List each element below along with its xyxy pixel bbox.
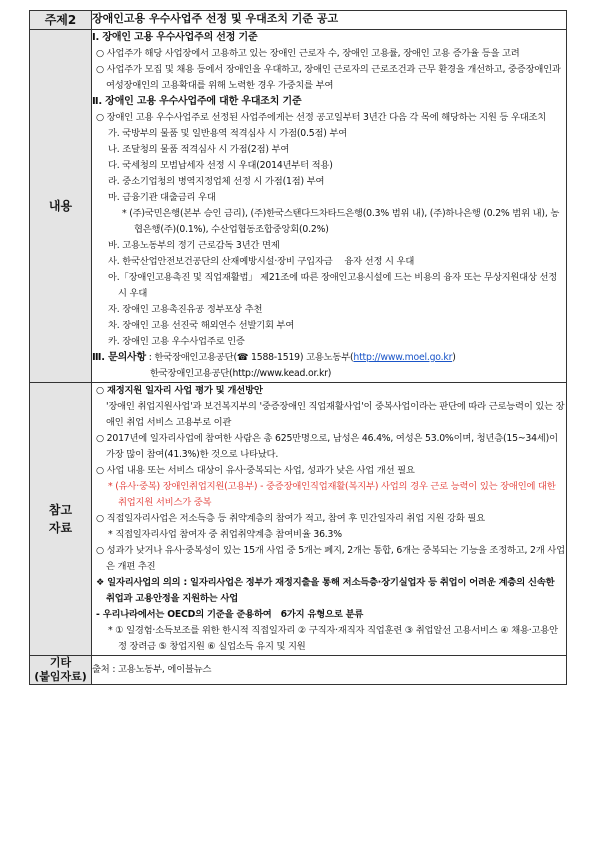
- content-label: 내용: [30, 30, 92, 383]
- section-2-intro: ○ 장애인 고용 우수사업주로 선정된 사업주에게는 선정 공고일부터 3년간 다음 각 목에 해당하는 지원 등 우대조치: [96, 112, 547, 123]
- etc-label: 기타 (붙임자료): [30, 656, 92, 685]
- benefit-item: 바. 고용노동부의 정기 근로감독 3년간 면제: [108, 240, 280, 251]
- inquiry-label: Ⅲ. 문의사항: [92, 352, 146, 363]
- reference-item: '장애인 취업지원사업'과 보건복지부의 '중증장애인 직업재활사업'이 중복사업이라는 판단에 따라 근로능력이 있는 장애인 취업 서비스 고용부로 이관: [106, 401, 565, 428]
- benefit-item: 아.「장애인고용촉진 및 직업재활법」 제21조에 따른 장애인고용시설에 드는 비용의 융자 또는 무상지원대상 선정 시 우대: [108, 272, 558, 299]
- benefit-item: 자. 장애인 고용촉진유공 정부포상 추천: [108, 304, 263, 315]
- section-1-item: ○ 사업주가 모집 및 채용 등에서 장애인을 우대하고, 장애인 근로자의 근로조건과 근무 환경을 개선하고, 중증장애인과 여성장애인의 고용확대를 위해 노력한 경우 가중치를 부여: [96, 64, 561, 91]
- reference-row: [30, 383, 567, 656]
- section-2-heading: Ⅱ. 장애인 고용 우수사업주에 대한 우대조치 기준: [92, 96, 302, 107]
- topic-title: 장애인고용 우수사업주 선정 및 우대조치 기준 공고: [92, 11, 567, 30]
- etc-row: [30, 656, 567, 685]
- benefit-item: 카. 장애인 고용 우수사업주로 인증: [108, 336, 245, 347]
- topic-row: [30, 11, 567, 30]
- job-program-definition: ❖ 일자리사업의 의의 : 일자리사업은 정부가 재정지출을 통해 저소득층·장기실업자 등 취업이 어려운 계층의 신속한 취업과 고용안정을 지원하는 사업: [96, 577, 555, 604]
- reference-heading: ○ 재정지원 일자리 사업 평가 및 개선방안: [96, 385, 263, 396]
- etc-body: 출처 : 고용노동부, 에이블뉴스: [92, 656, 567, 685]
- reference-body: [92, 383, 567, 656]
- reference-item: ○ 성과가 낮거나 유사·중복성이 있는 15개 사업 중 5개는 폐지, 2개는 통합, 6개는 중복되는 기능을 조정하고, 2개 사업은 개편 추진: [96, 545, 565, 572]
- inquiry-text: : 한국장애인고용공단(☎ 1588-1519) 고용노동부(: [145, 352, 354, 363]
- document-table: [29, 10, 567, 685]
- reference-note: * 직접일자리사업 참여자 중 취업취약계층 참여비율 36.3%: [108, 529, 342, 540]
- content-row: [30, 30, 567, 383]
- inquiry-line: [92, 350, 566, 366]
- section-1-item: ○ 사업주가 해당 사업장에서 고용하고 있는 장애인 근로자 수, 장애인 고용률, 장애인 고용 증가율 등을 고려: [96, 48, 520, 59]
- reference-item: ○ 2017년에 일자리사업에 참여한 사람은 총 625만명으로, 남성은 46.4%, 여성은 53.0%이며, 청년층(15~34세)이 가장 많이 참여(41.3%)한 것으로 나타났다.: [96, 433, 558, 460]
- reference-note-red: * (유사·중복) 장애인취업지원(고용부) - 중증장애인직업재활(복지부) 사업의 경우 근로 능력이 있는 장애인에 대한 취업지원 서비스가 중복: [108, 481, 556, 508]
- topic-label: 주제2: [30, 11, 92, 30]
- reference-item: ○ 사업 내용 또는 서비스 대상이 유사·중복되는 사업, 성과가 낮은 사업 개선 필요: [96, 465, 415, 476]
- section-1-heading: Ⅰ. 장애인 고용 우수사업주의 선정 기준: [92, 32, 258, 43]
- moel-link[interactable]: http://www.moel.go.kr: [353, 352, 453, 363]
- benefit-item: 차. 장애인 고용 선진국 해외연수 선발기회 부여: [108, 320, 295, 331]
- benefit-item: 가. 국방부의 물품 및 일반용역 적격심사 시 가점(0.5점) 부여: [108, 128, 348, 139]
- reference-item: ○ 직접일자리사업은 저소득층 등 취약계층의 참여가 적고, 참여 후 민간일자리 취업 지원 강화 필요: [96, 513, 485, 524]
- reference-label: 참고 자료: [30, 383, 92, 656]
- benefit-item: 나. 조달청의 물품 적격심사 시 가점(2점) 부여: [108, 144, 290, 155]
- benefit-item: 라. 중소기업청의 병역지정업체 선정 시 가점(1점) 부여: [108, 176, 325, 187]
- benefit-item: 마. 금융기관 대출금리 우대: [108, 192, 216, 203]
- kead-line: 한국장애인고용공단(http://www.kead.or.kr): [150, 368, 332, 379]
- bank-note: * (주)국민은행(본부 승인 금리), (주)한국스탠다드차타드은행(0.3% 범위 내), (주)하나은행 (0.2% 범위 내), 농협은행(주)(0.1%), 수산업협동조합중앙회(0.2%): [122, 208, 560, 235]
- classification-types: * ① 일경험·소득보조를 위한 한시적 직접일자리 ② 구직자·재직자 직업훈련 ③ 취업알선 고용서비스 ④ 채용·고용안정 장려금 ⑤ 창업지원 ⑥ 실업소득 유지 및 지원: [108, 625, 558, 652]
- benefit-item: 다. 국세청의 모범납세자 선정 시 우대(2014년부터 적용): [108, 160, 333, 171]
- benefit-item: 사. 한국산업안전보건공단의 산재예방시설·장비 구입자금 융자 선정 시 우대: [108, 256, 415, 267]
- inquiry-tail: ): [452, 352, 456, 363]
- content-body: [92, 30, 567, 383]
- classification-line: - 우리나라에서는 OECD의 기준을 준용하여 6가지 유형으로 분류: [96, 609, 364, 620]
